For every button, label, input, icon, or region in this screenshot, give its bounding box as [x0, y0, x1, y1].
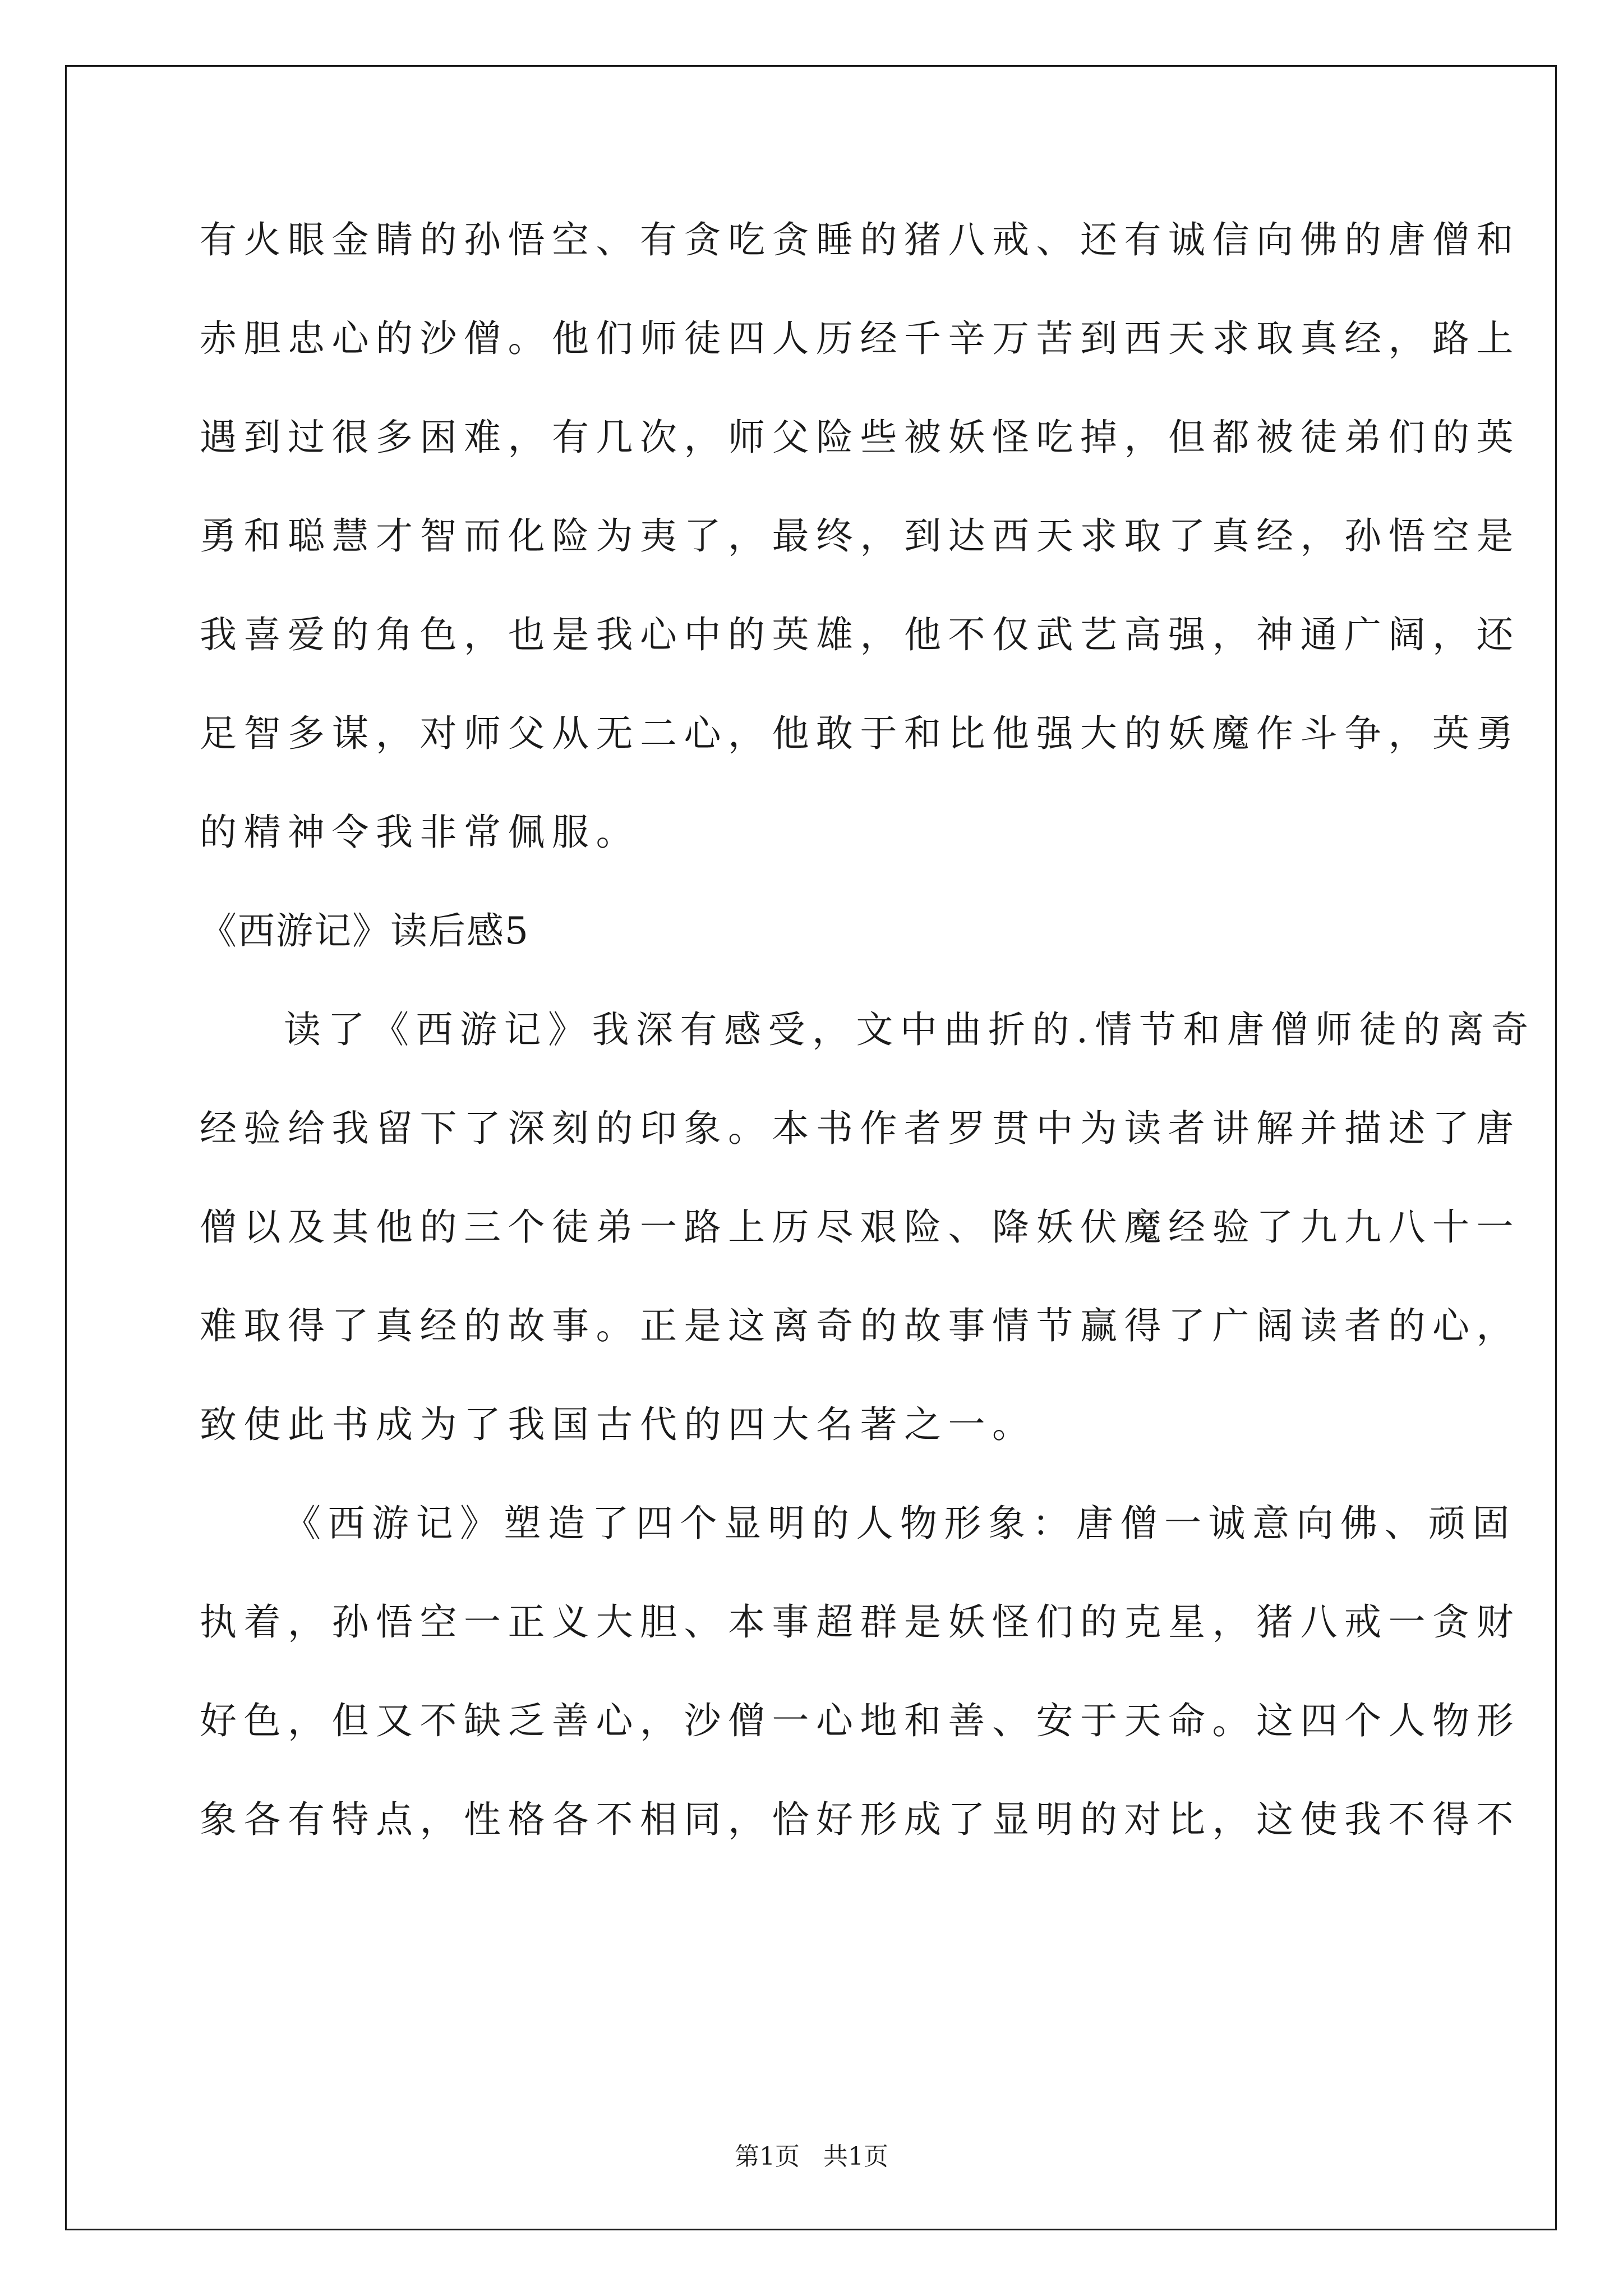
text-line: 有火眼金睛的孙悟空、有贪吃贪睡的猪八戒、还有诚信向佛的唐僧和	[200, 218, 1520, 261]
text-line: 象各有特点，性格各不相同，恰好形成了显明的对比，这使我不得不	[200, 1798, 1520, 1841]
text-line: 经验给我留下了深刻的印象。本书作者罗贯中为读者讲解并描述了唐	[200, 1107, 1520, 1150]
text-line: 读了《西游记》我深有感受，文中曲折的.情节和唐僧师徒的离奇	[284, 1008, 1536, 1051]
text-line: 僧以及其他的三个徒弟一路上历尽艰险、降妖伏魔经验了九九八十一	[200, 1205, 1520, 1249]
text-line: 我喜爱的角色，也是我心中的英雄，他不仅武艺高强，神通广阔，还	[200, 613, 1520, 656]
text-line: 勇和聪慧才智而化险为夷了，最终，到达西天求取了真经，孙悟空是	[200, 514, 1520, 558]
text-line: 遇到过很多困难，有几次，师父险些被妖怪吃掉，但都被徒弟们的英	[200, 416, 1520, 459]
text-line: 赤胆忠心的沙僧。他们师徒四人历经千辛万苦到西天求取真经，路上	[200, 317, 1520, 360]
page-footer: 第1页 共1页	[735, 2142, 888, 2171]
text-line: 执着，孙悟空一正义大胆、本事超群是妖怪们的克星，猪八戒一贪财	[200, 1600, 1520, 1644]
text-line: 足智多谋，对师父从无二心，他敢于和比他强大的妖魔作斗争，英勇	[200, 712, 1520, 755]
document-body	[200, 218, 1536, 1900]
text-line: 《西游记》塑造了四个显明的人物形象：唐僧一诚意向佛、顽固	[284, 1502, 1516, 1545]
text-line: 好色，但又不缺乏善心，沙僧一心地和善、安于天命。这四个人物形	[200, 1699, 1520, 1742]
section-heading: 《西游记》读后感5	[200, 909, 529, 953]
text-line: 难取得了真经的故事。正是这离奇的故事情节赢得了广阔读者的心，	[200, 1304, 1520, 1347]
text-line: 致使此书成为了我国古代的四大名著之一。	[200, 1403, 1036, 1446]
text-line: 的精神令我非常佩服。	[200, 811, 640, 854]
